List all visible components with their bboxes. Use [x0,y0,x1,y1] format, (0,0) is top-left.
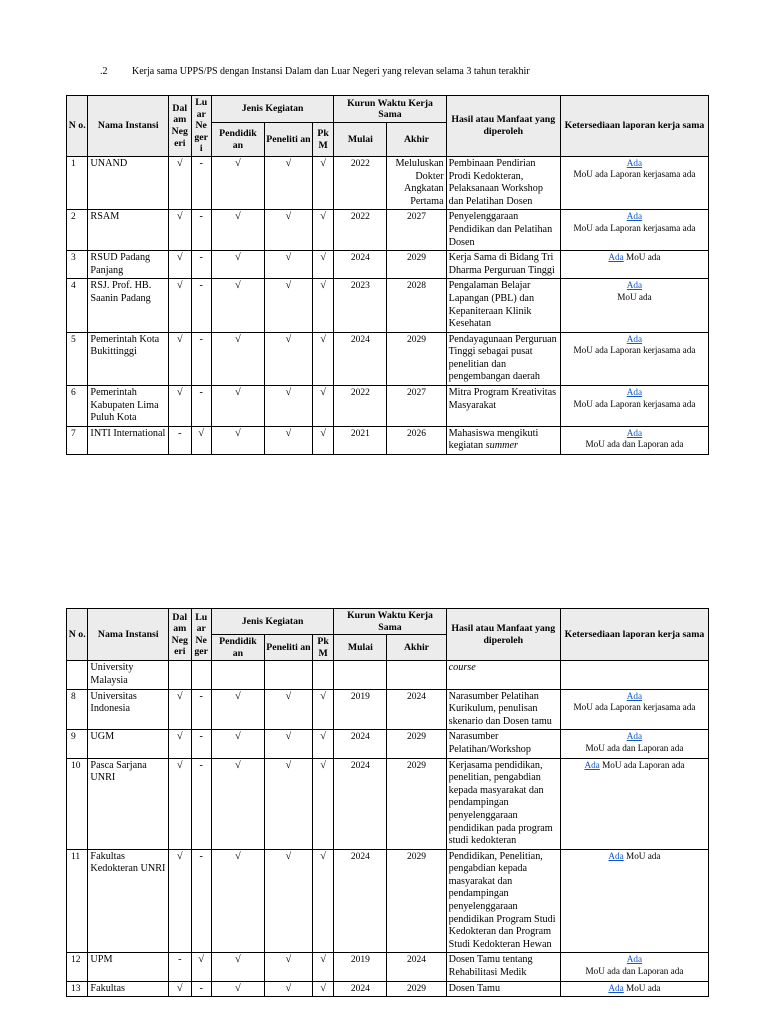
row-laporan [560,332,708,385]
table-row [67,210,709,251]
cooperation-table-2 [66,608,709,997]
row-akhir: Meluluskan Dokter Angkatan Pertama [387,156,446,209]
row-akhir: 2026 [387,426,446,454]
hasil-italic: summer [485,440,518,452]
row-mulai: 2022 [334,386,387,427]
row-akhir: 2029 [387,251,446,279]
row-dalam [169,661,191,689]
row-no: 5 [67,332,88,385]
row-pendidikan: √ [211,758,264,849]
row-nama: Pemerintah Kabupaten Lima Puluh Kota [88,386,169,427]
row-mulai [334,661,387,689]
ada-link[interactable]: Ada [626,690,643,701]
row-akhir: 2029 [387,730,446,758]
row-no: 7 [67,426,88,454]
ada-link[interactable]: Ada [608,850,624,861]
header-penelitian: Peneliti an [264,123,312,157]
row-hasil: Kerjasama pendidikan, penelitian, pengabdian kepada masyarakat dan pendampingan penyelenggaraan pendidikan pada program studi kedokteran [446,758,560,849]
row-luar: - [191,251,211,279]
row-penelitian: √ [264,730,312,758]
row-penelitian: √ [264,156,312,209]
row-pendidikan [211,661,264,689]
header-hasil: Hasil atau Manfaat yang diperoleh [446,96,560,157]
row-no: 8 [67,689,88,730]
row-nama: INTI International [88,426,169,454]
row-laporan [560,210,708,251]
ada-link[interactable]: Ada [584,759,600,770]
header-jenis-kegiatan: Jenis Kegiatan [211,96,333,123]
laporan-text: MoU ada dan Laporan ada [585,965,684,976]
laporan-text: MoU ada Laporan ada [602,759,685,770]
table-row [67,953,709,981]
row-no: 10 [67,758,88,849]
row-luar: - [191,156,211,209]
row-pkm [312,661,333,689]
table-row [67,849,709,953]
row-penelitian: √ [264,386,312,427]
ada-link[interactable]: Ada [626,333,643,344]
row-laporan [560,758,708,849]
row-hasil: Mitra Program Kreativitas Masyarakat [446,386,560,427]
row-hasil: Narasumber Pelatihan Kurikulum, penulisan skenario dan Dosen tamu [446,689,560,730]
row-nama: RSJ. Prof. HB. Saanin Padang [88,279,169,332]
row-laporan [560,279,708,332]
header-dalam-negeri: Dal am Neg eri [169,609,191,661]
row-mulai: 2024 [334,758,387,849]
row-penelitian: √ [264,849,312,953]
row-pendidikan: √ [211,849,264,953]
row-luar: - [191,730,211,758]
row-dalam: √ [169,279,191,332]
cooperation-table-1 [66,95,709,455]
row-mulai: 2019 [334,953,387,981]
row-luar: - [191,279,211,332]
row-no [67,661,88,689]
header-pkm: Pk M [312,635,333,661]
header-akhir: Akhir [387,635,446,661]
row-luar: √ [191,953,211,981]
row-mulai: 2022 [334,156,387,209]
ada-link[interactable]: Ada [626,280,643,291]
row-hasil: Kerja Sama di Bidang Tri Dharma Perguruan Tinggi [446,251,560,279]
row-dalam: √ [169,981,191,997]
header-dalam-negeri: Dal am Neg eri [169,96,191,157]
header-no: N o. [67,609,88,661]
ada-link[interactable]: Ada [626,387,643,398]
row-pkm: √ [312,210,333,251]
row-mulai: 2024 [334,849,387,953]
header-mulai: Mulai [334,635,387,661]
row-penelitian [264,661,312,689]
row-penelitian: √ [264,210,312,251]
row-mulai: 2024 [334,332,387,385]
row-pkm: √ [312,730,333,758]
header-kurun-waktu: Kurun Waktu Kerja Sama [334,609,446,635]
row-no: 4 [67,279,88,332]
row-no: 9 [67,730,88,758]
table-row [67,386,709,427]
row-pendidikan: √ [211,156,264,209]
header-no: N o. [67,96,88,157]
header-luar-negeri: Lu ar Ne ger [191,609,211,661]
row-luar: - [191,210,211,251]
row-akhir: 2028 [387,279,446,332]
row-dalam: √ [169,251,191,279]
header-luar-negeri: Lu ar Ne ger i [191,96,211,157]
row-penelitian: √ [264,332,312,385]
laporan-text: MoU ada Laporan kerjasama ada [573,169,696,180]
row-penelitian: √ [264,689,312,730]
section-caption [100,66,530,77]
row-luar: - [191,758,211,849]
row-pkm: √ [312,758,333,849]
header-nama-instansi: Nama Instansi [88,609,169,661]
row-akhir: 2027 [387,386,446,427]
row-hasil: Pembinaan Pendirian Prodi Kedokteran, Pelaksanaan Workshop dan Pelatihan Dosen [446,156,560,209]
header-kurun-waktu: Kurun Waktu Kerja Sama [334,96,446,123]
row-laporan [560,689,708,730]
row-laporan [560,953,708,981]
header-pendidikan: Pendidik an [211,635,264,661]
row-pendidikan: √ [211,210,264,251]
row-dalam: √ [169,386,191,427]
row-nama: Pasca Sarjana UNRI [88,758,169,849]
table-row-continued [67,661,709,689]
row-nama: RSAM [88,210,169,251]
row-laporan [560,251,708,279]
ada-link[interactable]: Ada [608,252,624,263]
row-mulai: 2019 [334,689,387,730]
table-row [67,332,709,385]
row-no: 1 [67,156,88,209]
row-nama: Fakultas Kedokteran UNRI [88,849,169,953]
row-nama: Universitas Indonesia [88,689,169,730]
row-mulai: 2024 [334,730,387,758]
row-hasil: Pendidikan, Penelitian, pengabdian kepada masyarakat dan pendampingan penyelenggaraan pendidikan Program Studi Kedokteran dan Program Studi Kedokteran Hewan [446,849,560,953]
ada-link[interactable]: Ada [626,157,643,168]
row-mulai: 2024 [334,251,387,279]
row-akhir: 2024 [387,953,446,981]
ada-link[interactable]: Ada [626,731,643,742]
row-mulai: 2022 [334,210,387,251]
row-pkm: √ [312,279,333,332]
table-row [67,279,709,332]
row-pendidikan: √ [211,981,264,997]
row-no: 2 [67,210,88,251]
row-luar [191,661,211,689]
row-nama: University Malaysia [88,661,169,689]
table-row [67,981,709,997]
section-number: .2 [100,66,108,77]
table-row [67,758,709,849]
header-laporan: Ketersediaan laporan kerja sama [560,96,708,157]
row-no: 11 [67,849,88,953]
hasil-text: Mahasiswa mengikuti kegiatan [448,427,539,452]
row-dalam: √ [169,689,191,730]
table-row [67,689,709,730]
ada-link[interactable]: Ada [626,954,643,965]
row-pendidikan: √ [211,689,264,730]
table-row [67,730,709,758]
laporan-text: MoU ada Laporan kerjasama ada [573,398,696,409]
row-nama: Pemerintah Kota Bukittinggi [88,332,169,385]
row-luar: - [191,849,211,953]
header-penelitian: Peneliti an [264,635,312,661]
row-luar: - [191,981,211,997]
header-hasil: Hasil atau Manfaat yang diperoleh [446,609,560,661]
row-akhir: 2024 [387,689,446,730]
row-pendidikan: √ [211,386,264,427]
header-jenis-kegiatan: Jenis Kegiatan [211,609,333,635]
row-luar: - [191,689,211,730]
row-pkm: √ [312,849,333,953]
table-row [67,251,709,279]
section-title: Kerja sama UPPS/PS dengan Instansi Dalam dan Luar Negeri yang relevan selama 3 tahun terakhir [132,66,530,77]
row-penelitian: √ [264,251,312,279]
row-dalam: √ [169,332,191,385]
ada-link[interactable]: Ada [608,982,624,993]
row-akhir: 2029 [387,849,446,953]
row-pendidikan: √ [211,730,264,758]
row-akhir [387,661,446,689]
row-penelitian: √ [264,758,312,849]
row-dalam: - [169,953,191,981]
laporan-text: MoU ada Laporan kerjasama ada [573,702,696,713]
row-hasil: Pendayagunaan Perguruan Tinggi sebagai pusat penelitian dan pengembangan daerah [446,332,560,385]
row-pkm: √ [312,426,333,454]
row-laporan [560,981,708,997]
row-pendidikan: √ [211,332,264,385]
row-laporan [560,426,708,454]
row-dalam: √ [169,210,191,251]
row-pkm: √ [312,251,333,279]
row-akhir: 2027 [387,210,446,251]
row-mulai: 2023 [334,279,387,332]
ada-link[interactable]: Ada [626,211,643,222]
header-pendidikan: Pendidik an [211,123,264,157]
row-hasil: Dosen Tamu [446,981,560,997]
row-nama: RSUD Padang Panjang [88,251,169,279]
header-akhir: Akhir [387,123,446,157]
row-hasil [446,426,560,454]
row-hasil: Narasumber Pelatihan/Workshop [446,730,560,758]
row-pkm: √ [312,332,333,385]
ada-link[interactable]: Ada [626,427,643,438]
row-laporan [560,730,708,758]
row-laporan [560,661,708,689]
row-nama: UNAND [88,156,169,209]
hasil-italic: course [448,662,476,674]
row-penelitian: √ [264,953,312,981]
row-dalam: √ [169,730,191,758]
row-no: 12 [67,953,88,981]
row-dalam: √ [169,758,191,849]
row-no: 13 [67,981,88,997]
row-penelitian: √ [264,279,312,332]
row-nama: UGM [88,730,169,758]
row-dalam: - [169,426,191,454]
row-dalam: √ [169,156,191,209]
row-luar: - [191,332,211,385]
header-pkm: Pk M [312,123,333,157]
header-nama-instansi: Nama Instansi [88,96,169,157]
table-row [67,426,709,454]
laporan-text: MoU ada dan Laporan ada [585,742,684,753]
table-row [67,156,709,209]
row-pkm: √ [312,156,333,209]
laporan-text: MoU ada dan Laporan ada [585,439,684,450]
row-akhir: 2029 [387,758,446,849]
row-akhir: 2029 [387,332,446,385]
row-hasil: Penyelenggaraan Pendidikan dan Pelatihan Dosen [446,210,560,251]
laporan-text: MoU ada [626,982,661,993]
row-pkm: √ [312,386,333,427]
row-pkm: √ [312,953,333,981]
row-pendidikan: √ [211,426,264,454]
row-penelitian: √ [264,426,312,454]
laporan-text: MoU ada Laporan kerjasama ada [573,345,696,356]
laporan-text: MoU ada [626,850,661,861]
header-mulai: Mulai [334,123,387,157]
row-nama: UPM [88,953,169,981]
row-luar: - [191,386,211,427]
row-laporan [560,156,708,209]
laporan-text: MoU ada [626,252,661,263]
row-akhir: 2029 [387,981,446,997]
row-mulai: 2024 [334,981,387,997]
row-pkm: √ [312,689,333,730]
row-laporan [560,849,708,953]
row-hasil [446,661,560,689]
row-hasil: Dosen Tamu tentang Rehabilitasi Medik [446,953,560,981]
row-laporan [560,386,708,427]
row-penelitian: √ [264,981,312,997]
row-luar: √ [191,426,211,454]
laporan-text: MoU ada Laporan kerjasama ada [573,222,696,233]
row-pendidikan: √ [211,251,264,279]
row-no: 6 [67,386,88,427]
row-mulai: 2021 [334,426,387,454]
row-pendidikan: √ [211,953,264,981]
row-nama: Fakultas [88,981,169,997]
row-pkm: √ [312,981,333,997]
row-dalam: √ [169,849,191,953]
row-hasil: Pengalaman Belajar Lapangan (PBL) dan Kepaniteraan Klinik Kesehatan [446,279,560,332]
row-pendidikan: √ [211,279,264,332]
header-laporan: Ketersediaan laporan kerja sama [560,609,708,661]
row-no: 3 [67,251,88,279]
laporan-text: MoU ada [617,291,652,302]
